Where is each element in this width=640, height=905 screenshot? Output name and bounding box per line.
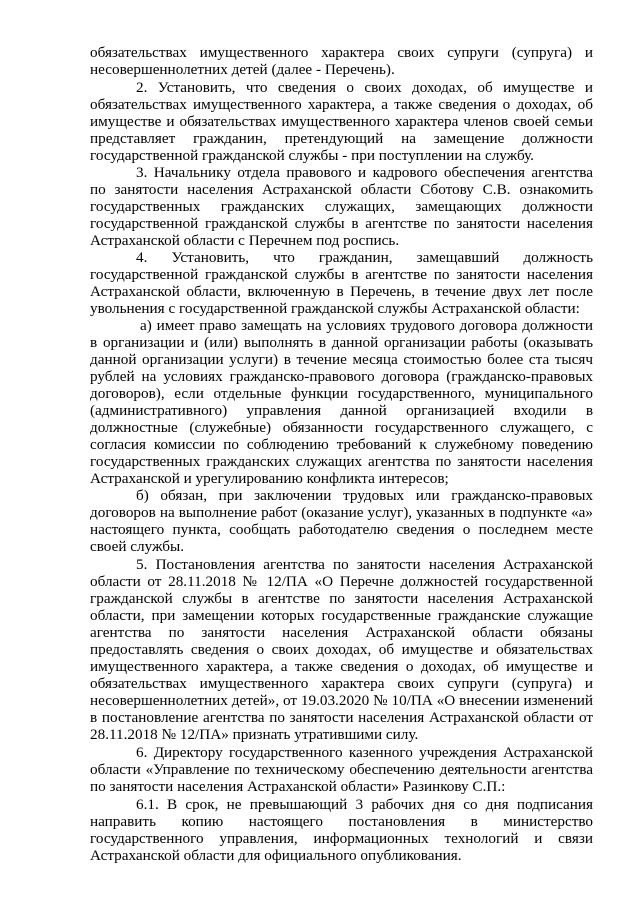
paragraph-5: 5. Постановления агентства по занятости населения Астраханской области от 28.11.2018 № 12/ПА «О Перечне должностей государственной гражданской службы в агентстве по занятости населения Астраханской области, при замещении которых государственные гражданские служащие агентства по занятости населения Астраханской области обязаны предоставлять сведения о своих доходах, об имуществе и обязательствах имущественного характера, а также сведения о доходах, об имуществе и обязательствах имущественного характера своих супруги (супруга) и несовершеннолетних детей», от 19.03.2020 № 10/ПА «О внесении изменений в постановление агентства по занятости населения Астраханской области от 28.11.2018 № 12/ПА» признать утратившими силу. — [90, 556, 593, 743]
paragraph-continuation: обязательствах имущественного характера своих супруги (супруга) и несовершеннолетних детей (далее - Перечень). — [90, 44, 593, 78]
paragraph-4: 4. Установить, что гражданин, замещавший должность государственной гражданской службы в агентстве по занятости населения Астраханской области, включенную в Перечень, в течение двух лет после увольнения с государственной гражданской службы Астраханской области: — [90, 249, 593, 317]
paragraph-6: 6. Директору государственного казенного учреждения Астраханской области «Управление по техническому обеспечению деятельности агентства по занятости населения Астраханской области» Разинкову С.П.: — [90, 744, 593, 795]
document-page — [90, 44, 593, 864]
paragraph-6-1: 6.1. В срок, не превышающий 3 рабочих дня со дня подписания направить копию настоящего постановления в министерство государственного управления, информационных технологий и связи Астраханской области для официального опубликования. — [90, 796, 593, 864]
paragraph-4b: б) обязан, при заключении трудовых или гражданско-правовых договоров на выполнение работ (оказание услуг), указанных в подпункте «а» настоящего пункта, сообщать работодателю сведения о последнем месте своей службы. — [90, 487, 593, 555]
paragraph-2: 2. Установить, что сведения о своих доходах, об имуществе и обязательствах имущественного характера, а также сведения о доходах, об имуществе и обязательствах имущественного характера членов своей семьи представляет гражданин, претендующий на замещение должности государственной гражданской службы - при поступлении на службу. — [90, 79, 593, 164]
paragraph-4a: а) имеет право замещать на условиях трудового договора должности в организации и (или) выполнять в данной организации работы (оказывать данной организации услуги) в течение месяца стоимостью более ста тысяч рублей на условиях гражданско-правового договора (гражданско-правовых договоров), если отдельные функции государственного, муниципального (административного) управления данной организацией входили в должностные (служебные) обязанности государственного служащего, с согласия комиссии по соблюдению требований к служебному поведению государственных гражданских служащих агентства по занятости населения Астраханской и урегулированию конфликта интересов; — [90, 317, 593, 487]
paragraph-3: 3. Начальнику отдела правового и кадрового обеспечения агентства по занятости населения Астраханской области Сботову С.В. ознакомить государственных гражданских служащих, замещающих должности государственной гражданской службы в агентстве по занятости населения Астраханской области с Перечнем под роспись. — [90, 164, 593, 249]
